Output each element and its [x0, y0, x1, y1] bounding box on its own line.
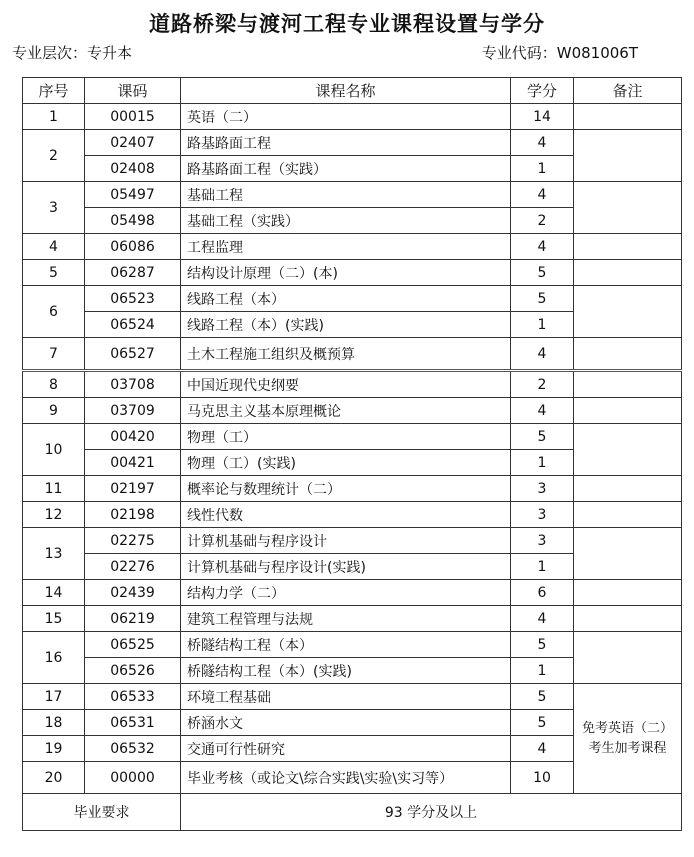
course-credit: 4	[511, 606, 574, 632]
course-code: 00000	[85, 762, 181, 794]
course-name: 基础工程	[181, 182, 511, 208]
row-number: 7	[23, 338, 85, 371]
table-row	[23, 424, 682, 450]
course-credit: 5	[511, 632, 574, 658]
course-code: 00421	[85, 450, 181, 476]
remark-cell	[574, 371, 682, 398]
course-code: 06524	[85, 312, 181, 338]
course-code: 03708	[85, 371, 181, 398]
course-name: 结构力学（二）	[181, 580, 511, 606]
table-row	[23, 371, 682, 398]
table-row	[23, 338, 682, 371]
course-table	[22, 77, 682, 831]
remark-cell	[574, 398, 682, 424]
table-row	[23, 286, 682, 312]
course-credit: 4	[511, 182, 574, 208]
footer-value: 93 学分及以上	[181, 794, 682, 831]
course-credit: 1	[511, 450, 574, 476]
course-credit: 2	[511, 208, 574, 234]
course-name: 线性代数	[181, 502, 511, 528]
remark-cell	[574, 286, 682, 338]
course-name: 英语（二）	[181, 104, 511, 130]
remark-cell	[574, 338, 682, 371]
course-name: 马克思主义基本原理概论	[181, 398, 511, 424]
course-code: 02439	[85, 580, 181, 606]
major-code: 专业代码：W081006T	[481, 44, 638, 62]
remark-cell	[574, 632, 682, 684]
remark-cell	[574, 234, 682, 260]
course-code: 00015	[85, 104, 181, 130]
course-name: 路基路面工程（实践）	[181, 156, 511, 182]
table-row	[23, 234, 682, 260]
row-number: 9	[23, 398, 85, 424]
row-number: 1	[23, 104, 85, 130]
row-number: 20	[23, 762, 85, 794]
remark-cell	[574, 528, 682, 580]
course-code: 03709	[85, 398, 181, 424]
course-name: 结构设计原理（二）(本)	[181, 260, 511, 286]
remark-note: 免考英语（二）考生加考课程	[574, 684, 682, 794]
course-credit: 5	[511, 424, 574, 450]
row-number: 12	[23, 502, 85, 528]
course-credit: 4	[511, 736, 574, 762]
course-credit: 3	[511, 528, 574, 554]
row-number: 6	[23, 286, 85, 338]
course-code: 02275	[85, 528, 181, 554]
course-name: 交通可行性研究	[181, 736, 511, 762]
course-name: 中国近现代史纲要	[181, 371, 511, 398]
table-row	[23, 528, 682, 554]
course-credit: 4	[511, 130, 574, 156]
row-number: 17	[23, 684, 85, 710]
table-row	[23, 260, 682, 286]
course-name: 工程监理	[181, 234, 511, 260]
course-code: 06532	[85, 736, 181, 762]
header-code: 课码	[85, 78, 181, 104]
course-code: 02408	[85, 156, 181, 182]
course-code: 02407	[85, 130, 181, 156]
course-name: 物理（工）	[181, 424, 511, 450]
table-row	[23, 502, 682, 528]
table-row	[23, 130, 682, 156]
footer-row	[23, 794, 682, 831]
course-name: 环境工程基础	[181, 684, 511, 710]
course-code: 02276	[85, 554, 181, 580]
course-code: 05498	[85, 208, 181, 234]
course-credit: 1	[511, 554, 574, 580]
course-name: 计算机基础与程序设计	[181, 528, 511, 554]
table-row	[23, 104, 682, 130]
course-credit: 5	[511, 684, 574, 710]
course-code: 06086	[85, 234, 181, 260]
course-credit: 1	[511, 312, 574, 338]
course-credit: 4	[511, 234, 574, 260]
page-title: 道路桥梁与渡河工程专业课程设置与学分	[149, 12, 545, 36]
row-number: 13	[23, 528, 85, 580]
course-credit: 5	[511, 260, 574, 286]
table-row	[23, 398, 682, 424]
course-credit: 5	[511, 710, 574, 736]
remark-cell	[574, 580, 682, 606]
header-credit: 学分	[511, 78, 574, 104]
row-number: 15	[23, 606, 85, 632]
table-row	[23, 684, 682, 710]
row-number: 14	[23, 580, 85, 606]
table-body	[23, 104, 682, 794]
course-credit: 1	[511, 658, 574, 684]
header-no: 序号	[23, 78, 85, 104]
course-credit: 4	[511, 398, 574, 424]
table-row	[23, 606, 682, 632]
course-name: 概率论与数理统计（二）	[181, 476, 511, 502]
remark-cell	[574, 130, 682, 182]
course-name: 毕业考核（或论文\综合实践\实验\实习等）	[181, 762, 511, 794]
course-name: 桥涵水文	[181, 710, 511, 736]
course-code: 05497	[85, 182, 181, 208]
remark-cell	[574, 104, 682, 130]
course-name: 建筑工程管理与法规	[181, 606, 511, 632]
course-credit: 5	[511, 286, 574, 312]
course-code: 06531	[85, 710, 181, 736]
table-row	[23, 632, 682, 658]
course-code: 02197	[85, 476, 181, 502]
course-credit: 1	[511, 156, 574, 182]
row-number: 18	[23, 710, 85, 736]
remark-cell	[574, 476, 682, 502]
table-row	[23, 476, 682, 502]
course-code: 06525	[85, 632, 181, 658]
table-row	[23, 182, 682, 208]
row-number: 10	[23, 424, 85, 476]
course-credit: 2	[511, 371, 574, 398]
course-name: 线路工程（本）	[181, 286, 511, 312]
course-credit: 3	[511, 502, 574, 528]
row-number: 2	[23, 130, 85, 182]
row-number: 11	[23, 476, 85, 502]
major-level: 专业层次：专升本	[12, 44, 133, 62]
course-code: 06526	[85, 658, 181, 684]
course-code: 02198	[85, 502, 181, 528]
course-name: 计算机基础与程序设计(实践)	[181, 554, 511, 580]
row-number: 19	[23, 736, 85, 762]
course-code: 06523	[85, 286, 181, 312]
remark-cell	[574, 424, 682, 476]
course-code: 00420	[85, 424, 181, 450]
header-name: 课程名称	[181, 78, 511, 104]
remark-cell	[574, 182, 682, 234]
row-number: 3	[23, 182, 85, 234]
course-name: 线路工程（本）(实践)	[181, 312, 511, 338]
course-name: 桥隧结构工程（本）	[181, 632, 511, 658]
row-number: 8	[23, 371, 85, 398]
course-code: 06533	[85, 684, 181, 710]
row-number: 16	[23, 632, 85, 684]
course-name: 路基路面工程	[181, 130, 511, 156]
course-credit: 10	[511, 762, 574, 794]
row-number: 4	[23, 234, 85, 260]
remark-cell	[574, 260, 682, 286]
course-code: 06219	[85, 606, 181, 632]
row-number: 5	[23, 260, 85, 286]
footer-label: 毕业要求	[23, 794, 181, 831]
table-header-row	[23, 78, 682, 104]
course-credit: 4	[511, 338, 574, 371]
course-credit: 6	[511, 580, 574, 606]
header-note: 备注	[574, 78, 682, 104]
table-row	[23, 580, 682, 606]
course-code: 06287	[85, 260, 181, 286]
course-name: 物理（工）(实践)	[181, 450, 511, 476]
remark-cell	[574, 502, 682, 528]
course-name: 桥隧结构工程（本）(实践)	[181, 658, 511, 684]
course-code: 06527	[85, 338, 181, 371]
remark-cell	[574, 606, 682, 632]
course-name: 土木工程施工组织及概预算	[181, 338, 511, 371]
course-credit: 3	[511, 476, 574, 502]
course-credit: 14	[511, 104, 574, 130]
course-name: 基础工程（实践）	[181, 208, 511, 234]
